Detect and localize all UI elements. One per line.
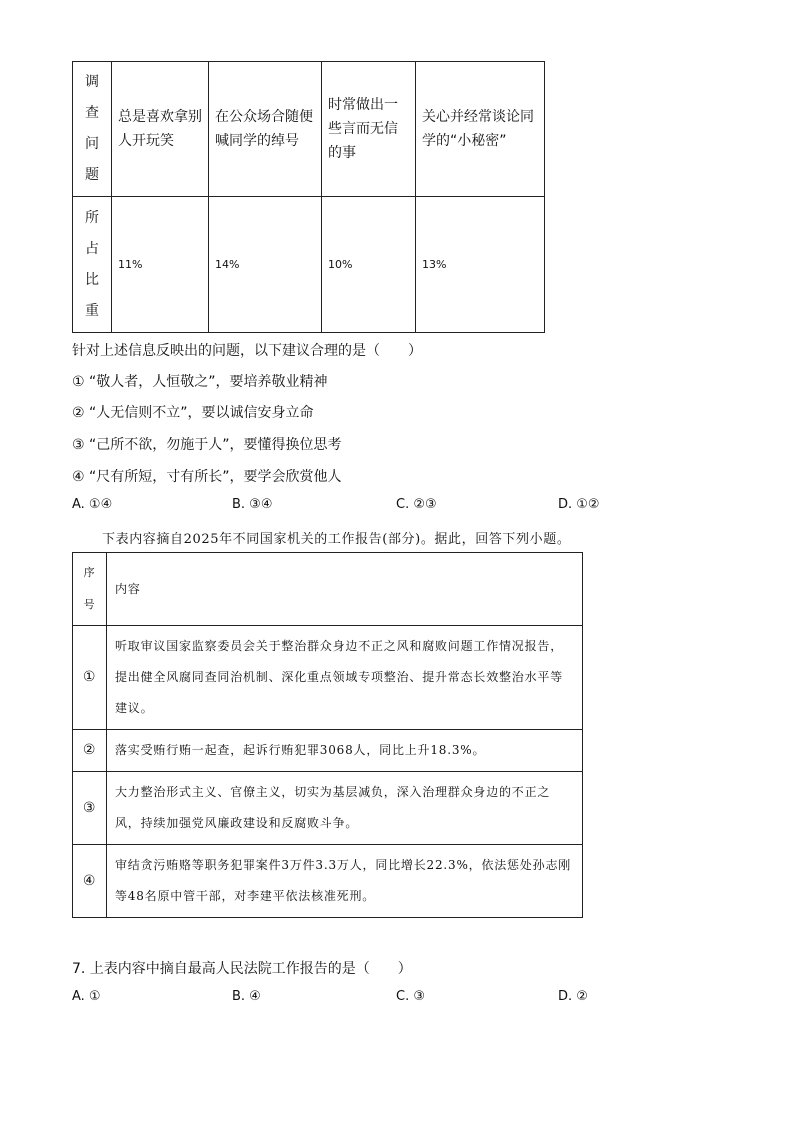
- survey-percent: 11%: [112, 197, 209, 333]
- row-number: ①: [73, 626, 107, 730]
- option-c[interactable]: C. ③: [396, 989, 425, 1004]
- report-header-row: [73, 553, 583, 626]
- option-c[interactable]: C. ②③: [396, 497, 437, 512]
- report-row: [73, 730, 583, 772]
- option-b[interactable]: B. ④: [232, 989, 261, 1004]
- report-row: [73, 845, 583, 918]
- header-char: 号: [83, 598, 96, 611]
- header-char: 所: [85, 209, 99, 226]
- statement-1: ① “敬人者，人恒敬之”，要培养敬业精神: [72, 374, 328, 390]
- header-char: 比: [85, 271, 99, 288]
- option-d[interactable]: D. ①②: [558, 497, 600, 512]
- row-number: ③: [73, 772, 107, 845]
- option-b[interactable]: B. ③④: [232, 497, 273, 512]
- header-char: 调: [85, 74, 99, 90]
- material-intro: 下表内容摘自2025年不同国家机关的工作报告(部分)。据此，回答下列小题。: [102, 532, 571, 547]
- header-char: 查: [85, 105, 99, 121]
- row-text: 听取审议国家监察委员会关于整治群众身边不正之风和腐败问题工作情况报告，提出健全风腐同查同治机制、深化重点领域专项整治、提升常态长效整治水平等建议。: [107, 626, 583, 730]
- row-text: 审结贪污贿赂等职务犯罪案件3万件3.3万人，同比增长22.3%，依法惩处孙志刚等48名原中管干部，对李建平依法核准死刑。: [107, 845, 583, 918]
- header-number: [73, 553, 107, 626]
- row-number: ④: [73, 845, 107, 918]
- statement-2: ② “人无信则不立”，要以诚信安身立命: [72, 405, 314, 421]
- statement-4: ④ “尺有所短，寸有所长”，要学会欣赏他人: [72, 469, 342, 485]
- report-table: [72, 552, 583, 918]
- question7-stem: 7. 上表内容中摘自最高人民法院工作报告的是（ ）: [72, 961, 412, 977]
- survey-row-percents: [73, 197, 545, 333]
- header-char: 序: [83, 566, 96, 579]
- report-row: [73, 772, 583, 845]
- survey-percent: 14%: [209, 197, 322, 333]
- statement-3: ③ “己所不欲，勿施于人”，要懂得换位思考: [72, 437, 342, 453]
- header-char: 问: [85, 136, 99, 152]
- survey-issue: 总是喜欢拿别人开玩笑: [112, 62, 209, 197]
- survey-percent: 10%: [322, 197, 416, 333]
- row-text: 落实受贿行贿一起查，起诉行贿犯罪3068人，同比上升18.3%。: [107, 730, 583, 772]
- option-a[interactable]: A. ①: [72, 989, 101, 1004]
- survey-issue: 时常做出一些言而无信的事: [322, 62, 416, 197]
- row-text: 大力整治形式主义、官僚主义，切实为基层减负，深入治理群众身边的不正之风，持续加强党风廉政建设和反腐败斗争。: [107, 772, 583, 845]
- option-d[interactable]: D. ②: [558, 989, 588, 1004]
- question6-stem: 针对上述信息反映出的问题，以下建议合理的是（ ）: [72, 343, 422, 359]
- report-row: [73, 626, 583, 730]
- survey-issue: 关心并经常谈论同学的“小秘密”: [416, 62, 545, 197]
- header-char: 重: [85, 302, 99, 319]
- survey-issue: 在公众场合随便喊同学的绰号: [209, 62, 322, 197]
- header-char: 占: [85, 240, 99, 257]
- option-a[interactable]: A. ①④: [72, 497, 113, 512]
- survey-percent: 13%: [416, 197, 545, 333]
- row-number: ②: [73, 730, 107, 772]
- survey-row-issues: [73, 62, 545, 197]
- header-content: 内容: [107, 553, 583, 626]
- survey-row-header-issues: [73, 62, 112, 197]
- survey-table: [72, 61, 545, 333]
- survey-row-header-percents: [73, 197, 112, 333]
- header-char: 题: [85, 167, 99, 183]
